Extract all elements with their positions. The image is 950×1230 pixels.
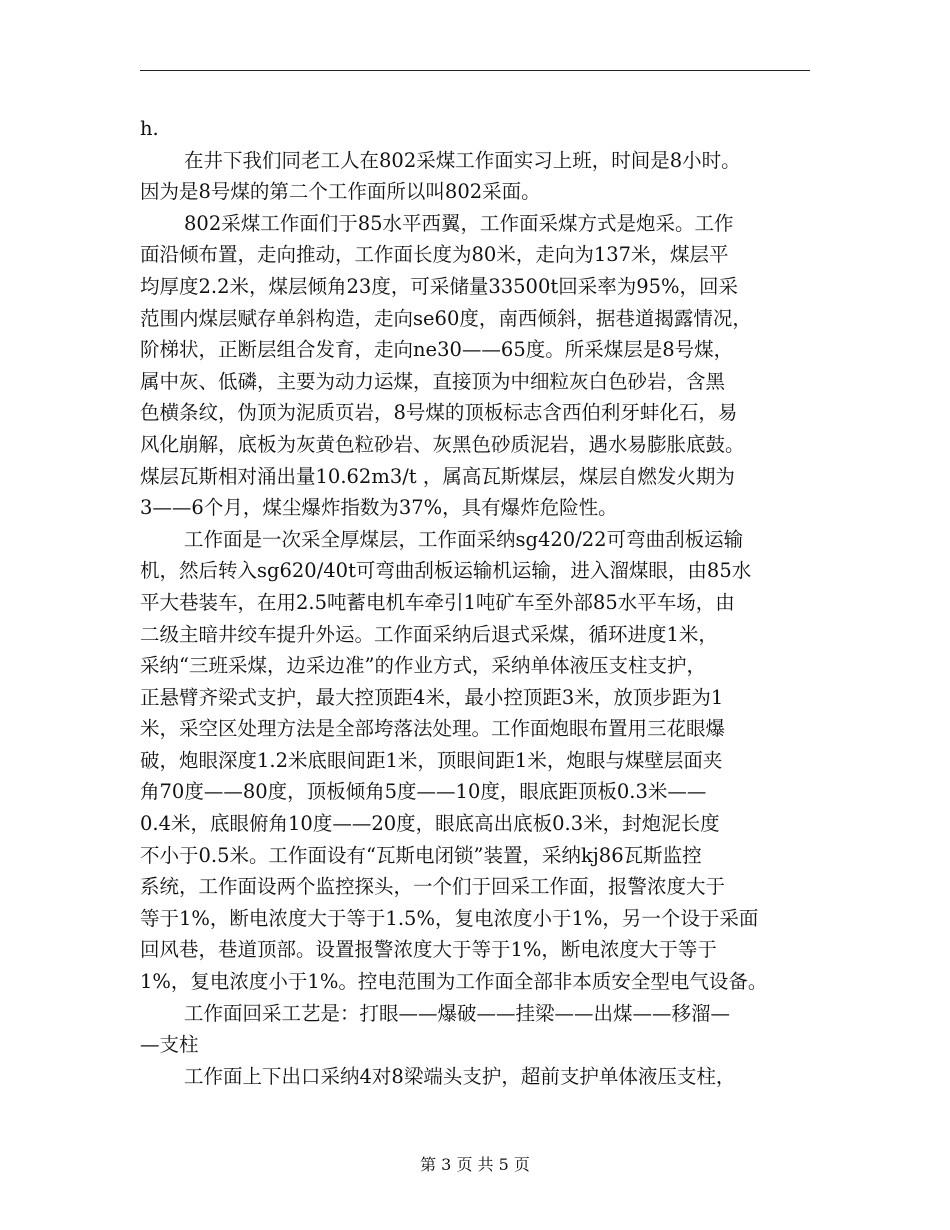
header-rule (140, 70, 810, 71)
text-line: 等于1%，断电浓度大于等于1.5%，复电浓度小于1%，另一个设于采面 (140, 906, 759, 930)
text-line: 工作面是一次采全厚煤层，工作面采纳sg420/22可弯曲刮板运输 (184, 527, 744, 551)
text-line: 0.4米，底眼俯角10度——20度，眼底高出底板0.3米，封炮泥长度 (140, 812, 720, 836)
text-line: 回风巷，巷道顶部。设置报警浓度大于等于1%，断电浓度大于等于 (140, 938, 717, 962)
text-line: 不小于0.5米。工作面设有“瓦斯电闭锁”装置，采纳kj86瓦斯监控 (140, 843, 702, 867)
text-line: 平大巷装车，在用2.5吨蓄电机车牵引1吨矿车至外部85水平车场，由 (140, 590, 735, 614)
text-line: 因为是8号煤的第二个工作面所以叫802采面。 (140, 180, 541, 204)
text-line: 1%，复电浓度小于1%。控电范围为工作面全部非本质安全型电气设备。 (140, 970, 768, 994)
body-text (140, 113, 810, 1092)
text-line: 工作面上下出口采纳4对8梁端头支护，超前支护单体液压支柱， (184, 1064, 736, 1088)
text-line: 在井下我们同老工人在802采煤工作面实习上班，时间是8小时。 (184, 148, 741, 172)
text-line: 面沿倾布置，走向推动，工作面长度为80米，走向为137米，煤层平 (140, 243, 729, 267)
text-line: 风化崩解，底板为灰黄色粒砂岩、灰黑色砂质泥岩，遇水易膨胀底鼓。 (140, 432, 745, 456)
text-line: 破，炮眼深度1.2米底眼间距1米，顶眼间距1米，炮眼与煤壁层面夹 (140, 748, 723, 772)
text-line: 802采煤工作面们于85水平西翼，工作面采煤方式是炮采。工作 (184, 211, 734, 235)
text-line: 采纳“三班采煤，边采边准”的作业方式，采纳单体液压支柱支护， (140, 654, 706, 678)
text-line: 系统，工作面设两个监控探头，一个们于回采工作面，报警浓度大于 (140, 875, 726, 899)
text-line: 属中灰、低磷，主要为动力运煤，直接顶为中细粒灰白色砂岩，含黑 (140, 369, 726, 393)
text-line: 工作面回采工艺是：打眼——爆破——挂梁——出煤——移溜— (184, 1001, 731, 1025)
text-line: 正悬臂齐梁式支护，最大控顶距4米，最小控顶距3米，放顶步距为1 (140, 685, 724, 709)
text-line: 米，采空区处理方法是全部垮落法处理。工作面炮眼布置用三花眼爆 (140, 717, 726, 741)
text-line: 角70度——80度，顶板倾角5度——10度，眼底距顶板0.3米—— (140, 780, 707, 804)
text-line: 范围内煤层赋存单斜构造，走向se60度，南西倾斜，据巷道揭露情况， (140, 306, 752, 330)
text-line: 煤层瓦斯相对涌出量10.62m3/t ，属高瓦斯煤层，煤层自燃发火期为 (140, 464, 735, 488)
text-line: 均厚度2.2米，煤层倾角23度，可采储量33500t回采率为95%，回采 (140, 274, 739, 298)
text-line: h. (140, 117, 159, 140)
text-line: —支柱 (140, 1033, 199, 1057)
text-line: 3——6个月，煤尘爆炸指数为37%，具有爆炸危险性。 (140, 496, 618, 520)
text-line: 二级主暗井绞车提升外运。工作面采纳后退式采煤，循环进度1米， (140, 622, 718, 646)
page-number-footer: 第 3 页 共 5 页 (420, 1155, 530, 1174)
text-line: 机，然后转入sg620/40t可弯曲刮板运输机运输，进入溜煤眼，由85水 (140, 559, 752, 583)
text-line: 色横条纹，伪顶为泥质页岩，8号煤的顶板标志含西伯利牙蚌化石，易 (140, 401, 738, 425)
text-line: 阶梯状，正断层组合发育，走向ne30——65度。所采煤层是8号煤， (140, 338, 734, 362)
